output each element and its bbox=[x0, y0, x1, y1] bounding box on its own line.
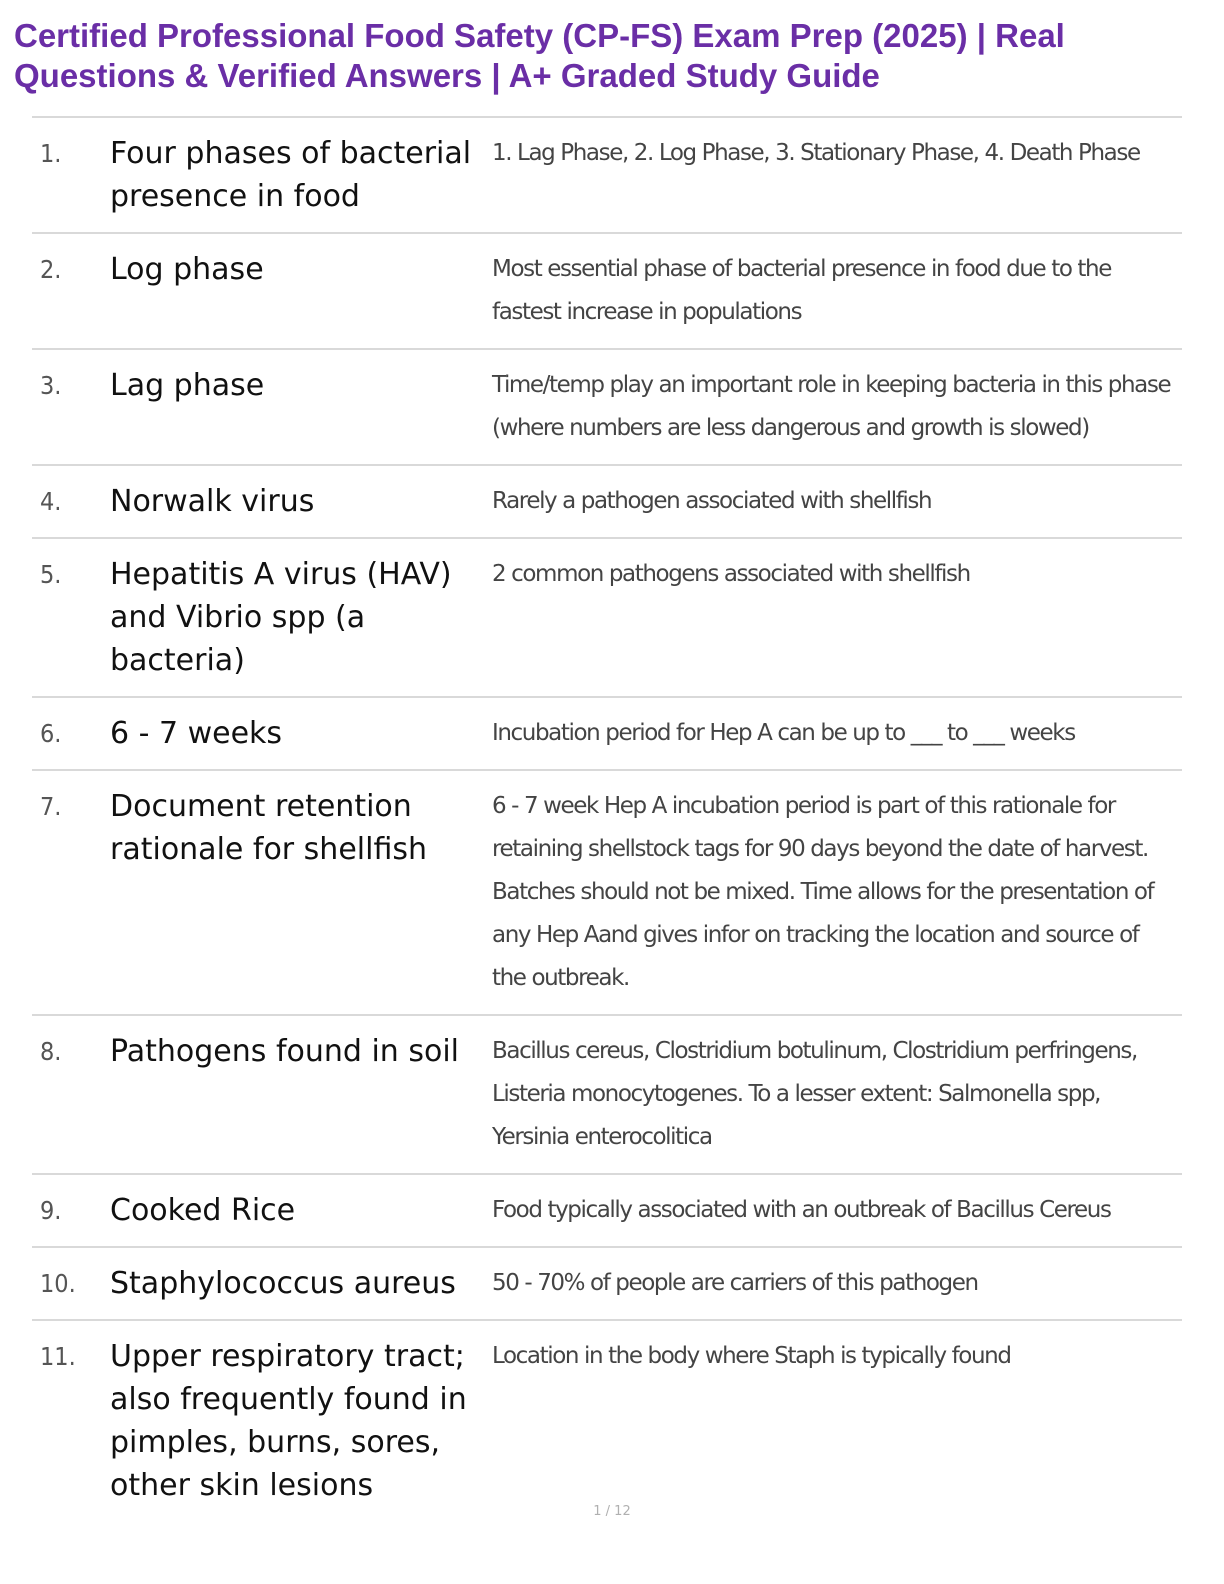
item-definition: Most essential phase of bacterial presence in food due to the fastest increase in populations bbox=[492, 256, 1111, 325]
qa-row bbox=[32, 771, 1182, 1016]
qa-row bbox=[32, 1175, 1182, 1248]
item-term: Upper respiratory tract; also frequently found in pimples, burns, sores, other skin lesions bbox=[110, 1339, 467, 1503]
item-term: Cooked Rice bbox=[110, 1193, 296, 1228]
qa-row bbox=[32, 118, 1182, 234]
item-number: 3. bbox=[40, 371, 62, 400]
item-term: Lag phase bbox=[110, 368, 265, 403]
item-term: Four phases of bacterial presence in food bbox=[110, 136, 472, 214]
qa-row bbox=[32, 466, 1182, 539]
item-term: 6 - 7 weeks bbox=[110, 716, 283, 751]
item-number: 4. bbox=[40, 487, 62, 516]
qa-row bbox=[32, 1248, 1182, 1321]
item-definition: 6 - 7 week Hep A incubation period is part of this rationale for retaining shellstock tags for 90 days beyond the date of harvest. Batches should not be mixed. Time allows for the presentation of any Hep Aand gives infor on tracking the location and source of the outbreak. bbox=[492, 793, 1154, 991]
qa-row bbox=[32, 1321, 1182, 1521]
item-number: 5. bbox=[40, 560, 62, 589]
item-number: 7. bbox=[40, 792, 62, 821]
item-number: 6. bbox=[40, 719, 62, 748]
item-definition: 50 - 70% of people are carriers of this pathogen bbox=[492, 1270, 978, 1296]
item-number: 9. bbox=[40, 1196, 62, 1225]
item-number: 10. bbox=[40, 1269, 76, 1298]
item-number: 11. bbox=[40, 1342, 76, 1371]
item-definition: 1. Lag Phase, 2. Log Phase, 3. Stationary Phase, 4. Death Phase bbox=[492, 140, 1140, 166]
qa-row bbox=[32, 539, 1182, 698]
item-definition: Bacillus cereus, Clostridium botulinum, Clostridium perfringens, Listeria monocytogenes. To a lesser extent: Salmonella spp, Yersinia enterocolitica bbox=[492, 1038, 1137, 1150]
item-term: Norwalk virus bbox=[110, 484, 315, 519]
qa-row bbox=[32, 350, 1182, 466]
item-definition: Rarely a pathogen associated with shellfish bbox=[492, 488, 932, 514]
item-number: 2. bbox=[40, 255, 62, 284]
item-definition: Incubation period for Hep A can be up to ___ to ___ weeks bbox=[492, 720, 1075, 746]
qa-row bbox=[32, 234, 1182, 350]
item-term: Pathogens found in soil bbox=[110, 1034, 459, 1069]
qa-row bbox=[32, 1016, 1182, 1175]
item-number: 1. bbox=[40, 139, 62, 168]
qa-row bbox=[32, 698, 1182, 771]
item-term: Hepatitis A virus (HAV) and Vibrio spp (a bacteria) bbox=[110, 557, 452, 678]
item-definition: Time/temp play an important role in keeping bacteria in this phase (where numbers are less dangerous and growth is slowed) bbox=[492, 372, 1171, 441]
qa-list bbox=[32, 116, 1182, 1521]
item-definition: 2 common pathogens associated with shellfish bbox=[492, 561, 970, 587]
item-term: Document retention rationale for shellfish bbox=[110, 789, 427, 867]
item-number: 8. bbox=[40, 1037, 62, 1066]
item-term: Staphylococcus aureus bbox=[110, 1266, 456, 1301]
document-title: Certified Professional Food Safety (CP-FS) Exam Prep (2025) | Real Questions & Verified Answers | A+ Graded Study Guide bbox=[14, 17, 1065, 94]
page-number: 1 / 12 bbox=[593, 1504, 631, 1519]
item-definition: Food typically associated with an outbreak of Bacillus Cereus bbox=[492, 1197, 1111, 1223]
item-term: Log phase bbox=[110, 252, 264, 287]
item-definition: Location in the body where Staph is typically found bbox=[492, 1343, 1011, 1369]
